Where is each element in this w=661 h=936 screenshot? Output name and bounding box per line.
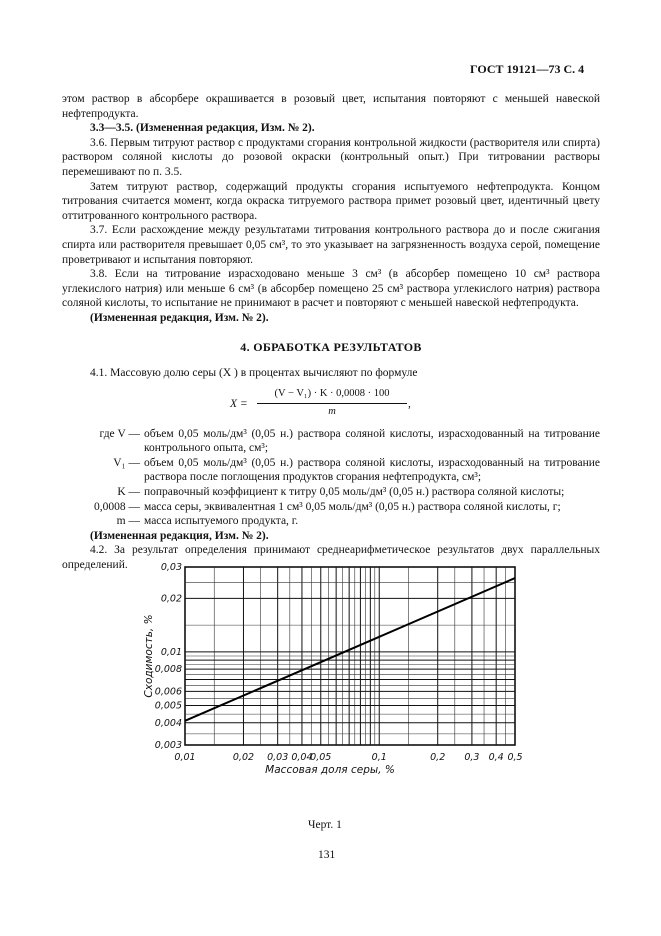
formula-lhs: X = — [230, 397, 248, 410]
body-text — [62, 92, 600, 573]
x-tick-label: 0,4 — [488, 752, 504, 763]
series-line — [185, 578, 515, 721]
x-axis-label: Массовая доля серы, % — [265, 764, 395, 776]
paragraph: 3.7. Если расхождение между результатами титрования контрольного раствора до и после сжигания спирта или растворителя превышает 0,05 см³, то это указывает на загрязненность воздуха серой, помещение проветривают и испытания повторяют. — [62, 224, 600, 266]
y-tick-label: 0,006 — [154, 686, 182, 698]
y-tick-label: 0,005 — [154, 700, 182, 712]
x-tick-label: 0,5 — [507, 752, 523, 763]
x-tick-label: 0,1 — [371, 752, 387, 763]
x-tick-label: 0,04 — [291, 752, 313, 763]
definition-row — [62, 500, 600, 515]
definition-text: поправочный коэффициент к титру 0,05 моль/дм³ (0,05 н.) раствора соляной кислоты; — [144, 486, 565, 499]
formula-tail: , — [408, 397, 411, 410]
formula-denominator: m — [328, 405, 336, 417]
definition-row — [62, 456, 600, 485]
page-number: 131 — [318, 849, 336, 861]
definition-symbol: m — — [116, 515, 140, 528]
amendment-note: (Измененная редакция, Изм. № 2). — [90, 311, 269, 324]
x-tick-label: 0,05 — [310, 752, 332, 763]
amendment-note: 3.3—3.5. (Измененная редакция, Изм. № 2). — [90, 122, 315, 135]
y-tick-label: 0,02 — [160, 593, 182, 605]
definition-text: масса серы, эквивалентная 1 см³ 0,05 моль/дм³ (0,05 н.) раствора соляной кислоты, г; — [144, 500, 561, 513]
section-heading: 4. ОБРАБОТКА РЕЗУЛЬТАТОВ — [240, 339, 422, 354]
y-tick-label: 0,03 — [160, 562, 182, 573]
paragraph: 3.6. Первым титруют раствор с продуктами сгорания контрольной жидкости (растворителя или спирта) раствором соляной кислоты до розовой окраски (контрольный опыт.) При титровании растворы перемешивают по п. 3.5. — [62, 136, 600, 178]
definition-text: объем 0,05 моль/дм³ (0,05 н.) раствора соляной кислоты, израсходованный на титрование раствора после поглощения продуктов сгорания нефтепродукта, см³; — [144, 456, 600, 484]
precision-chart — [140, 555, 530, 780]
definition-text: объем 0,05 моль/дм³ (0,05 н.) раствора соляной кислоты, израсходованный на титрование контрольного опыта, см³; — [144, 427, 600, 455]
paragraph: Затем титруют раствор, содержащий продукты сгорания испытуемого нефтепродукта. Концом титрования считается момент, когда окраска титруемого раствора примет розовый цвет, идентичный цвету оттитрованного контрольного раствора. — [62, 180, 600, 222]
paragraph: 4.1. Массовую долю серы (X ) в процентах вычисляют по формуле — [90, 367, 418, 380]
formula-numerator: (V − V₁) · K · 0,0008 · 100 — [274, 387, 390, 399]
x-tick-label: 0,2 — [430, 752, 446, 763]
definition-symbol: K — — [117, 486, 140, 499]
definitions-list — [62, 427, 600, 529]
y-tick-label: 0,01 — [160, 646, 182, 658]
y-axis-label: Сходимость, % — [143, 614, 155, 698]
paragraph: 4.2. За результат определения принимают среднеарифметическое результатов двух параллельных определений. — [62, 544, 600, 572]
definition-text: масса испытуемого продукта, г. — [144, 515, 299, 528]
definition-row — [62, 427, 600, 456]
x-tick-label: 0,02 — [232, 752, 255, 763]
paragraph: этом раствор в абсорбере окрашивается в розовый цвет, испытания повторяют с меньшей навеской нефтепродукта. — [62, 93, 600, 120]
page-header: ГОСТ 19121—73 С. 4 — [470, 62, 585, 76]
y-tick-label: 0,004 — [154, 717, 182, 729]
definition-symbol: V₁ — — [113, 456, 140, 469]
x-tick-label: 0,03 — [267, 752, 289, 763]
definition-row — [62, 485, 600, 500]
x-tick-label: 0,01 — [174, 752, 196, 763]
paragraph: 3.8. Если на титрование израсходовано меньше 3 см³ (в абсорбер помещено 10 см³ раствора углекислого натрия) или меньше 6 см³ (в абсорбер помещено 25 см³ раствора углекислого натрия) раствора соляной кислоты, то испытание не принимают в расчет и повторяют с меньшей навеской нефтепродукта. — [62, 268, 600, 310]
figure-caption: Черт. 1 — [308, 819, 342, 831]
amendment-note: (Измененная редакция, Изм. № 2). — [90, 529, 269, 542]
definition-symbol: где V — — [99, 427, 140, 440]
y-tick-label: 0,003 — [154, 740, 182, 751]
definition-row — [62, 514, 600, 529]
definition-symbol: 0,0008 — — [94, 500, 140, 513]
formula — [62, 387, 600, 421]
x-tick-label: 0,3 — [464, 752, 480, 763]
y-tick-label: 0,008 — [154, 664, 182, 676]
fraction-bar — [257, 403, 407, 404]
